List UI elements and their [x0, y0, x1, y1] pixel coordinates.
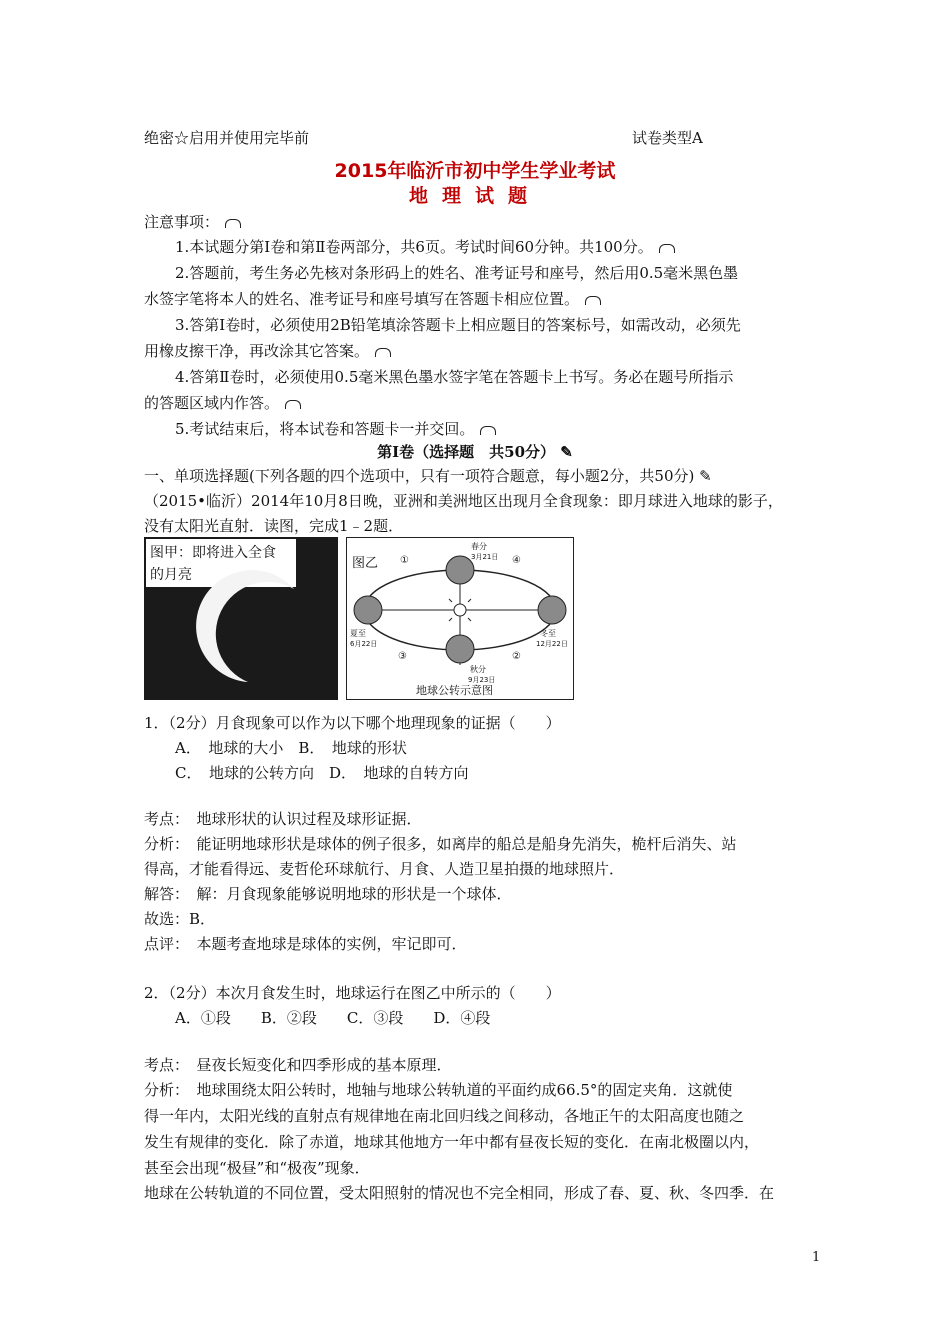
paper-type-label: 试卷类型A [632, 129, 703, 147]
q1-dianping: 点评： 本题考查地球是球体的实例，牢记即可． [144, 935, 467, 953]
figure-yi-earth-revolution [346, 537, 574, 700]
return-mark-icon [225, 219, 241, 228]
figure-jia-label-1: 图甲：即将进入全食 [150, 545, 276, 561]
figure-yi-caption: 地球公转示意图 [416, 684, 493, 697]
return-mark-icon [480, 426, 496, 435]
q2-fenxi-2: 得一年内，太阳光线的直射点有规律地在南北回归线之间移动，各地正午的太阳高度也随之 [144, 1107, 745, 1125]
q1-options-ab: A． 地球的大小 B． 地球的形状 [175, 739, 407, 757]
q1-stem: 1．（2分）月食现象可以作为以下哪个地理现象的证据（ ） [144, 714, 561, 732]
dongzhi-label: 冬至 [540, 629, 556, 638]
q2-fenxi-5: 地球在公转轨道的不同位置，受太阳照射的情况也不完全相同，形成了春、夏、秋、冬四季．在 [144, 1184, 775, 1202]
q1-kaodian: 考点： 地球形状的认识过程及球形证据． [144, 810, 422, 828]
return-mark-icon [585, 296, 601, 305]
exam-subtitle: 地理试题 [408, 185, 541, 207]
q1-fenxi-1: 分析： 能证明地球形状是球体的例子很多，如离岸的船总是船身先消失，桅杆后消失、站 [144, 835, 737, 853]
earth-autumn [446, 635, 474, 663]
figure-jia-lunar-eclipse [144, 537, 338, 700]
q2-options: A．①段 B．②段 C．③段 D．④段 [175, 1009, 491, 1027]
segment-2-label: ② [512, 651, 521, 662]
note-item-2-cont: 水签字笔将本人的姓名、准考证号和座号填写在答题卡相应位置。 [144, 289, 601, 309]
question-context-1: （2015•临沂）2014年10月8日晚，亚洲和美洲地区出现月全食现象：即月球进入地球的影子， [144, 492, 783, 510]
note-item-3-cont: 用橡皮擦干净，再改涂其它答案。 [144, 341, 391, 361]
figure-yi-label: 图乙 [352, 556, 379, 571]
q2-fenxi-3: 发生有规律的变化．除了赤道，地球其他地方一年中都有昼夜长短的变化．在南北极圈以内， [144, 1133, 760, 1151]
hand-mark-icon: ✎ [560, 443, 573, 461]
chunfen-date: 3月21日 [471, 553, 499, 561]
xiazhi-label: 夏至 [350, 629, 366, 638]
segment-4-label: ④ [512, 555, 521, 566]
q1-options-cd: C． 地球的公转方向 D． 地球的自转方向 [175, 764, 469, 782]
note-item-5: 5.考试结束后，将本试卷和答题卡一并交回。 [175, 419, 496, 439]
note-item-1: 1.本试题分第Ⅰ卷和第Ⅱ卷两部分，共6页。考试时间60分钟。共100分。 [175, 237, 675, 257]
return-mark-icon [375, 348, 391, 357]
earth-spring [446, 556, 474, 584]
exam-title: 2015年临沂市初中学生学业考试 [334, 160, 616, 182]
q2-stem: 2．（2分）本次月食发生时，地球运行在图乙中所示的（ ） [144, 984, 561, 1002]
note-item-4: 4.答第Ⅱ卷时，必须使用0.5毫米黑色墨水签字笔在答题卡上书写。务必在题号所指示 [175, 368, 734, 386]
note-item-3: 3.答第Ⅰ卷时，必须使用2B铅笔填涂答题卡上相应题目的答案标号，如需改动，必须先 [175, 316, 741, 334]
q1-fenxi-2: 得高，才能看得远、麦哲伦环球航行、月食、人造卫星拍摄的地球照片． [144, 860, 625, 878]
q2-fenxi-4: 甚至会出现“极昼”和“极夜”现象． [144, 1159, 370, 1177]
segment-3-label: ③ [398, 651, 407, 662]
earth-summer [354, 596, 382, 624]
figure-jia-label-2: 的月亮 [150, 567, 192, 583]
notes-heading: 注意事项： [144, 212, 241, 232]
return-mark-icon [659, 244, 675, 253]
section-intro: 一、单项选择题(下列各题的四个选项中，只有一项符合题意，每小题2分，共50分) ✎ [144, 467, 712, 485]
qiufen-date: 9月23日 [468, 676, 496, 684]
confidential-label: 绝密☆启用并使用完毕前 [144, 129, 310, 147]
return-mark-icon [285, 400, 301, 409]
qiufen-label: 秋分 [470, 665, 486, 674]
q2-fenxi-1: 分析： 地球围绕太阳公转时，地轴与地球公转轨道的平面约成66.5°的固定夹角．这就使 [144, 1081, 733, 1099]
earth-winter [538, 596, 566, 624]
q1-jieda: 解答： 解：月食现象能够说明地球的形状是一个球体． [144, 885, 512, 903]
question-context-2: 没有太阳光直射．读图，完成1﹣2题． [144, 517, 404, 535]
hand-mark-icon: ✎ [699, 467, 712, 485]
note-item-4-cont: 的答题区域内作答。 [144, 393, 301, 413]
q2-kaodian: 考点： 昼夜长短变化和四季形成的基本原理． [144, 1056, 452, 1074]
dongzhi-date: 12月22日 [536, 640, 568, 648]
segment-1-label: ① [400, 555, 409, 566]
page-number: 1 [812, 1250, 821, 1265]
note-item-2: 2.答题前，考生务必先核对条形码上的姓名、准考证号和座号，然后用0.5毫米黑色墨 [175, 264, 739, 282]
xiazhi-date: 6月22日 [350, 640, 378, 648]
chunfen-label: 春分 [471, 542, 487, 551]
section-title: 第Ⅰ卷（选择题 共50分） ✎ [377, 443, 573, 461]
q1-answer: 故选：B． [144, 910, 216, 928]
